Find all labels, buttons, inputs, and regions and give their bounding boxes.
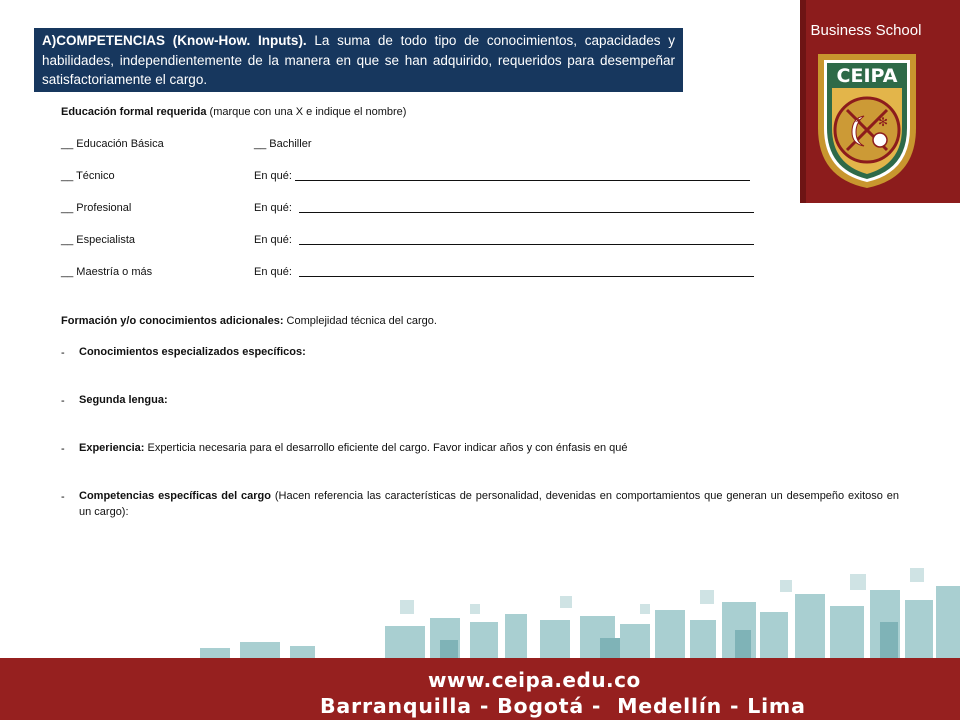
option-tecnico[interactable]: __ Técnico (61, 170, 115, 182)
profesional-blank-line[interactable] (299, 212, 754, 213)
option-maestria[interactable]: __ Maestría o más (61, 266, 153, 278)
business-school-label: Business School (810, 22, 922, 39)
education-heading-bold: Educación formal requerida (61, 106, 207, 118)
especialista-blank-line[interactable] (299, 244, 754, 245)
specialized-knowledge-label: Conocimientos especializados específicos: (79, 346, 306, 358)
specific-competencies-label: Competencias específicas del cargo (79, 490, 271, 502)
ceipa-logo-text: CEIPA (836, 65, 898, 87)
additional-heading-note: Complejidad técnica del cargo. (283, 315, 437, 327)
especialista-en-que-label: En qué: (254, 234, 292, 246)
specific-competencies-description: (Hacen referencia las características de personalidad, devenidas en comportamientos que generan un desempeño exitoso en un cargo): (79, 490, 899, 518)
experience-label: Experiencia: (79, 442, 145, 454)
svg-text:✻: ✻ (878, 115, 889, 129)
bullet-dash: - (61, 443, 65, 455)
footer-website[interactable]: www.ceipa.edu.co (428, 668, 641, 692)
specific-competencies-item (79, 489, 899, 520)
section-header-box (34, 28, 683, 92)
city-skyline-graphic (0, 560, 960, 665)
section-description: La suma de todo tipo de conocimientos, capacidades y habilidades, independientemente de la manera en que se han adquirido, requeridos para desempeñar satisfactoriamente el cargo. (42, 33, 675, 87)
experience-item (79, 441, 627, 457)
second-language-label: Segunda lengua: (79, 394, 168, 406)
bullet-dash: - (61, 395, 65, 407)
profesional-en-que-label: En qué: (254, 202, 292, 214)
tecnico-en-que-label: En qué: (254, 170, 292, 182)
footer-cities: Barranquilla - Bogotá - Medellín - Lima (320, 694, 806, 718)
tecnico-blank-line[interactable] (295, 180, 750, 181)
svg-text:✶: ✶ (854, 116, 863, 127)
experience-description: Experticia necesaria para el desarrollo eficiente del cargo. Favor indicar años y con énfasis en qué (144, 442, 628, 454)
option-bachiller[interactable]: __ Bachiller (254, 138, 312, 150)
maestria-blank-line[interactable] (299, 276, 754, 277)
section-title: A)COMPETENCIAS (Know-How. Inputs). (42, 33, 307, 48)
education-heading-note: (marque con una X e indique el nombre) (206, 106, 407, 118)
option-basica[interactable]: __ Educación Básica (61, 138, 164, 150)
option-profesional[interactable]: __ Profesional (61, 202, 132, 214)
option-especialista[interactable]: __ Especialista (61, 234, 135, 246)
maestria-en-que-label: En qué: (254, 266, 292, 278)
additional-heading (61, 314, 437, 328)
ceipa-crest-logo (812, 50, 922, 190)
bullet-dash: - (61, 491, 65, 503)
additional-heading-bold: Formación y/o conocimientos adicionales: (61, 315, 284, 327)
education-heading (61, 105, 406, 119)
bullet-dash: - (61, 347, 65, 359)
